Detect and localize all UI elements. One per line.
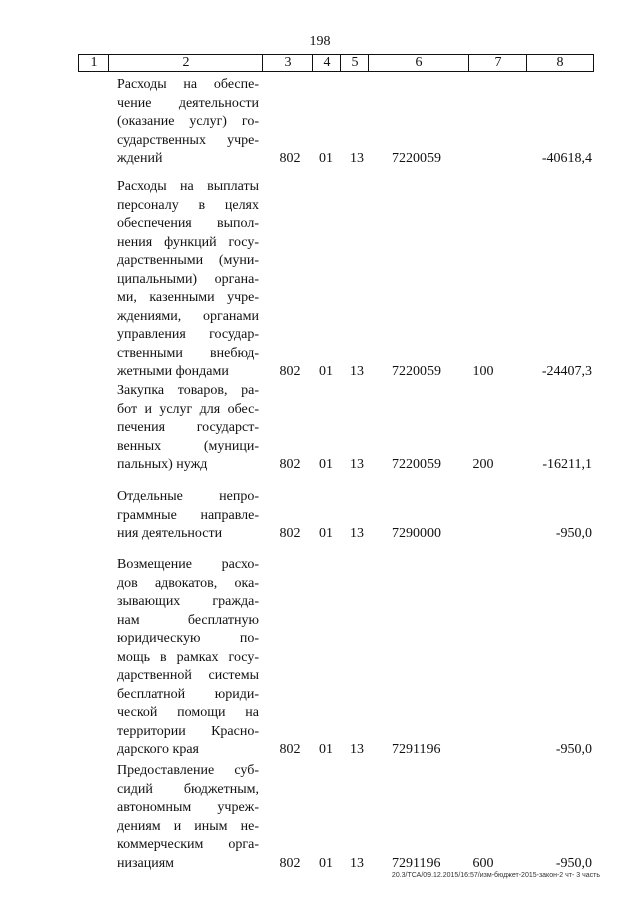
row-cell-3: 802 xyxy=(279,457,301,472)
row-cell-4: 01 xyxy=(319,151,333,166)
row-cell-6: 7220059 xyxy=(392,457,441,472)
header-cell-3: 3 xyxy=(262,54,313,72)
row-cell-3: 802 xyxy=(279,855,301,871)
row-description: Закупка товаров, ра- бот и услуг для обес- печения государст- венных (муници- пальных) нужд xyxy=(117,383,259,472)
header-cell-4: 4 xyxy=(312,54,341,72)
row-cell-6: 7290000 xyxy=(392,526,441,541)
row-cell-5: 13 xyxy=(350,457,364,472)
header-cell-6: 6 xyxy=(368,54,469,72)
row-description: Расходы на выплаты персоналу в целях обеспечения выпол- нения функций госу- дарственными (муни- ципальными) органа- ми, казенными учре- ждениями, органами управления государ- ственными внебюд- жетными фондами xyxy=(117,179,259,379)
header-cell-8: 8 xyxy=(526,54,594,72)
row-cell-3: 802 xyxy=(279,742,301,757)
row-cell-5: 13 xyxy=(350,364,364,379)
row-cell-8: -950,0 xyxy=(555,526,592,541)
row-cell-5: 13 xyxy=(350,526,364,541)
row-cell-8: -24407,3 xyxy=(541,364,592,379)
row-cell-7: 200 xyxy=(472,457,494,472)
row-cell-4: 01 xyxy=(319,742,333,757)
row-cell-8: -950,0 xyxy=(555,855,592,871)
row-cell-4: 01 xyxy=(319,364,333,379)
row-cell-3: 802 xyxy=(279,151,301,166)
row-cell-3: 802 xyxy=(279,364,301,379)
row-cell-8: -950,0 xyxy=(555,742,592,757)
row-cell-6: 7220059 xyxy=(392,364,441,379)
page-number: 198 xyxy=(309,34,331,49)
row-description: Расходы на обеспе- чение деятельности (оказание услуг) го- сударственных учре- ждений xyxy=(117,77,259,166)
row-cell-3: 802 xyxy=(279,526,301,541)
row-cell-4: 01 xyxy=(319,855,333,871)
row-description: Возмещение расхо- дов адвокатов, ока- зывающих гражда- нам бесплатную юридическую по- мощь в рамках госу- дарственной системы бесплатной юриди- ческой помощи на территории Красно- дарского края xyxy=(117,557,259,757)
header-cell-2: 2 xyxy=(108,54,263,72)
row-cell-7: 100 xyxy=(472,364,494,379)
row-cell-5: 13 xyxy=(350,855,364,871)
row-cell-5: 13 xyxy=(350,742,364,757)
row-cell-8: -40618,4 xyxy=(541,151,592,166)
row-description: Отдельные непро- граммные направле- ния деятельности xyxy=(117,489,259,541)
row-cell-6: 7291196 xyxy=(392,855,441,871)
row-description: Предоставление суб- сидий бюджетным, автономным учреж- дениям и иным не- коммерческим орга- низациям xyxy=(117,763,259,871)
row-cell-5: 13 xyxy=(350,151,364,166)
row-cell-7: 600 xyxy=(472,855,494,871)
header-cell-7: 7 xyxy=(468,54,527,72)
footer-note: 20.3/ТСА/09.12.2015/16:57/изм-бюджет-2015-закон-2 чт- 3 часть xyxy=(391,872,600,879)
row-cell-8: -16211,1 xyxy=(542,457,592,472)
row-cell-4: 01 xyxy=(319,526,333,541)
row-cell-6: 7291196 xyxy=(392,742,441,757)
header-cell-5: 5 xyxy=(340,54,369,72)
header-cell-1: 1 xyxy=(78,54,109,72)
row-cell-4: 01 xyxy=(319,457,333,472)
row-cell-6: 7220059 xyxy=(392,151,441,166)
